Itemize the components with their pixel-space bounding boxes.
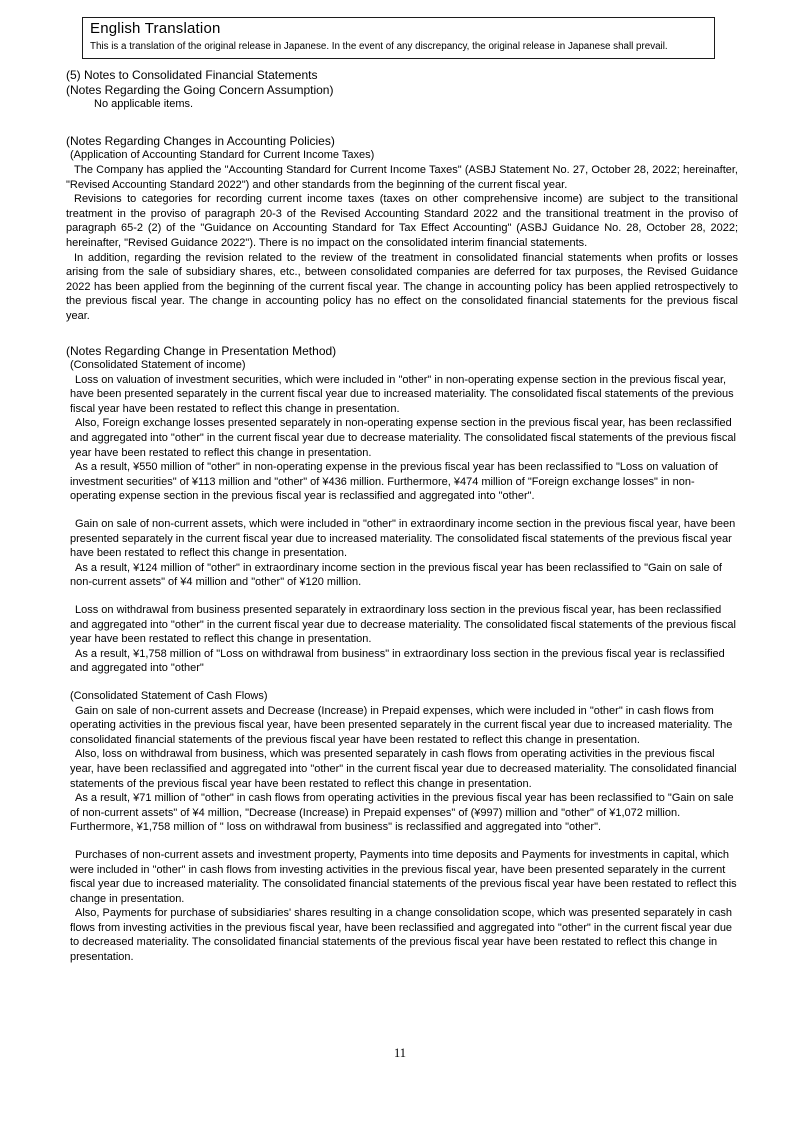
paragraph: As a result, ¥1,758 million of "Loss on withdrawal from business" in extraordinary loss section in the previous fiscal year is reclassified and aggregated into "other": [70, 647, 725, 675]
presentation-method-section: [66, 344, 738, 965]
going-concern-heading: (Notes Regarding the Going Concern Assumption): [66, 82, 334, 97]
notes-content: [66, 68, 738, 965]
paragraph: Purchases of non-current assets and investment property, Payments into time deposits and Payments for investments in capital, which were included in "other" in cash flows from investing activities in the previous fiscal year, have been presented separately in the current fiscal year due to increased materiality. The consolidated financial statements of the previous fiscal year have been restated to reflect this change in presentation.: [70, 848, 737, 905]
notes-title: (5) Notes to Consolidated Financial Statements: [66, 68, 318, 82]
paragraph: Loss on withdrawal from business presented separately in extraordinary loss section in the previous fiscal year, has been reclassified and aggregated into "other" in the current fiscal year due to decrease materiality. The consolidated fiscal statements of the previous fiscal year have been restated to reflect this change in presentation.: [70, 604, 736, 646]
paragraph: Revisions to categories for recording current income taxes (taxes on other comprehensive income) are subject to the transitional treatment in the proviso of paragraph 20-3 of the Revised Accounting Standard 2022 and the transitional treatment in the proviso of paragraph 65-2 (2) of the "Guidance on Accounting Standard for Tax Effect Accounting" (ASBJ Guidance No. 28, October 28, 2022; hereinafter, "Revised Guidance 2022"). There is no impact on the consolidated interim financial statements.: [66, 193, 738, 249]
paragraph-group: [66, 517, 738, 590]
paragraph: Loss on valuation of investment securities, which were included in "other" in non-operating expense section in the previous fiscal year, have been presented separately in the current fiscal year due to increased materiality. The consolidated fiscal statements of the previous fiscal year have been restated to reflect this change in presentation.: [70, 373, 734, 415]
paragraph: As a result, ¥124 million of "other" in extraordinary income section in the previous fiscal year has been reclassified to "Gain on sale of non-current assets" of ¥4 million and "other" of ¥120 million.: [70, 561, 722, 589]
translation-box-subtitle: This is a translation of the original release in Japanese. In the event of any discrepancy, the original release in Japanese shall prevail.: [90, 41, 668, 52]
income-statement-subheading: (Consolidated Statement of income): [70, 359, 246, 372]
paragraph: As a result, ¥550 million of "other" in non-operating expense in the previous fiscal year has been reclassified to "Loss on valuation of investment securities" of ¥113 million and "other" of ¥436 million. Furthermore, ¥474 million of "Foreign exchange losses" in non-operating expense section in the previous fiscal year is reclassified and aggregated into "other".: [70, 461, 718, 503]
going-concern-body: No applicable items.: [94, 98, 194, 111]
paragraph: As a result, ¥71 million of "other" in cash flows from operating activities in the previous fiscal year has been reclassified to "Gain on sale of non-current assets" of ¥4 million, "Decrease (Increase) in Prepaid expenses" of (¥997) million and "other" of ¥1,072 million. Furthermore, ¥1,758 million of " loss on withdrawal from business" is reclassified and aggregated into "other".: [70, 792, 734, 834]
translation-box-title: English Translation: [90, 20, 221, 37]
cash-flows-subsection: [66, 689, 738, 965]
accounting-policies-section: [66, 134, 738, 324]
paragraph: In addition, regarding the revision related to the review of the treatment in consolidated financial statements when profits or losses arising from the sale of subsidiary shares, etc., between consolidated companies are deferred for tax purposes, the Revised Guidance 2022 has been applied from the beginning of the current fiscal year. The change in accounting policy has been applied retrospectively to the previous fiscal year. The change in accounting policy has no effect on the consolidated financial statements for the previous fiscal year.: [66, 251, 738, 322]
paragraph: The Company has applied the "Accounting Standard for Current Income Taxes" (ASBJ Statement No. 27, October 28, 2022; hereinafter, "Revised Accounting Standard 2022") and other standards from the beginning of the current fiscal year.: [66, 163, 738, 191]
accounting-policies-subheading: (Application of Accounting Standard for Current Income Taxes): [70, 149, 375, 162]
paragraph: Gain on sale of non-current assets, which were included in "other" in extraordinary income section in the previous fiscal year, have been presented separately in the current fiscal year due to increased materiality. The consolidated fiscal statements of the previous fiscal year have been restated to reflect this change in presentation.: [70, 518, 736, 560]
presentation-method-heading: (Notes Regarding Change in Presentation Method): [66, 343, 337, 358]
paragraph: Gain on sale of non-current assets and Decrease (Increase) in Prepaid expenses, which were included in "other" in cash flows from operating activities in the previous fiscal year, have been presented separately in the current fiscal year due to increased materiality. The consolidated financial statements of the previous fiscal year have been restated to reflect this change in presentation.: [70, 704, 733, 746]
translation-notice-box: [82, 17, 715, 59]
paragraph: Also, Payments for purchase of subsidiaries' shares resulting in a change consolidation scope, which was presented separately in cash flows from investing activities in the previous fiscal year, have been reclassified and aggregated into "other" in the current fiscal year due to decreased materiality. The consolidated financial statements of the previous fiscal year have been restated to reflect this change in presentation.: [70, 907, 733, 964]
paragraph-group: [66, 603, 738, 676]
accounting-policies-heading: (Notes Regarding Changes in Accounting Policies): [66, 133, 335, 148]
paragraph: Also, Foreign exchange losses presented separately in non-operating expense section in the previous fiscal year, has been reclassified and aggregated into "other" in the current fiscal year due to decrease materiality. The consolidated fiscal statements of the previous fiscal year have been restated to reflect this change in presentation.: [70, 417, 736, 459]
paragraph: Also, loss on withdrawal from business, which was presented separately in cash flows from operating activities in the previous fiscal year, have been reclassified and aggregated into "other" in the current fiscal year due to decreased materiality. The consolidated financial statements of the previous fiscal year have been restated to reflect this change in presentation.: [70, 748, 737, 790]
income-statement-subsection: [66, 358, 738, 676]
cash-flows-subheading: (Consolidated Statement of Cash Flows): [70, 689, 268, 702]
page-number: 11: [393, 1046, 407, 1060]
paragraph-group: [66, 848, 738, 965]
